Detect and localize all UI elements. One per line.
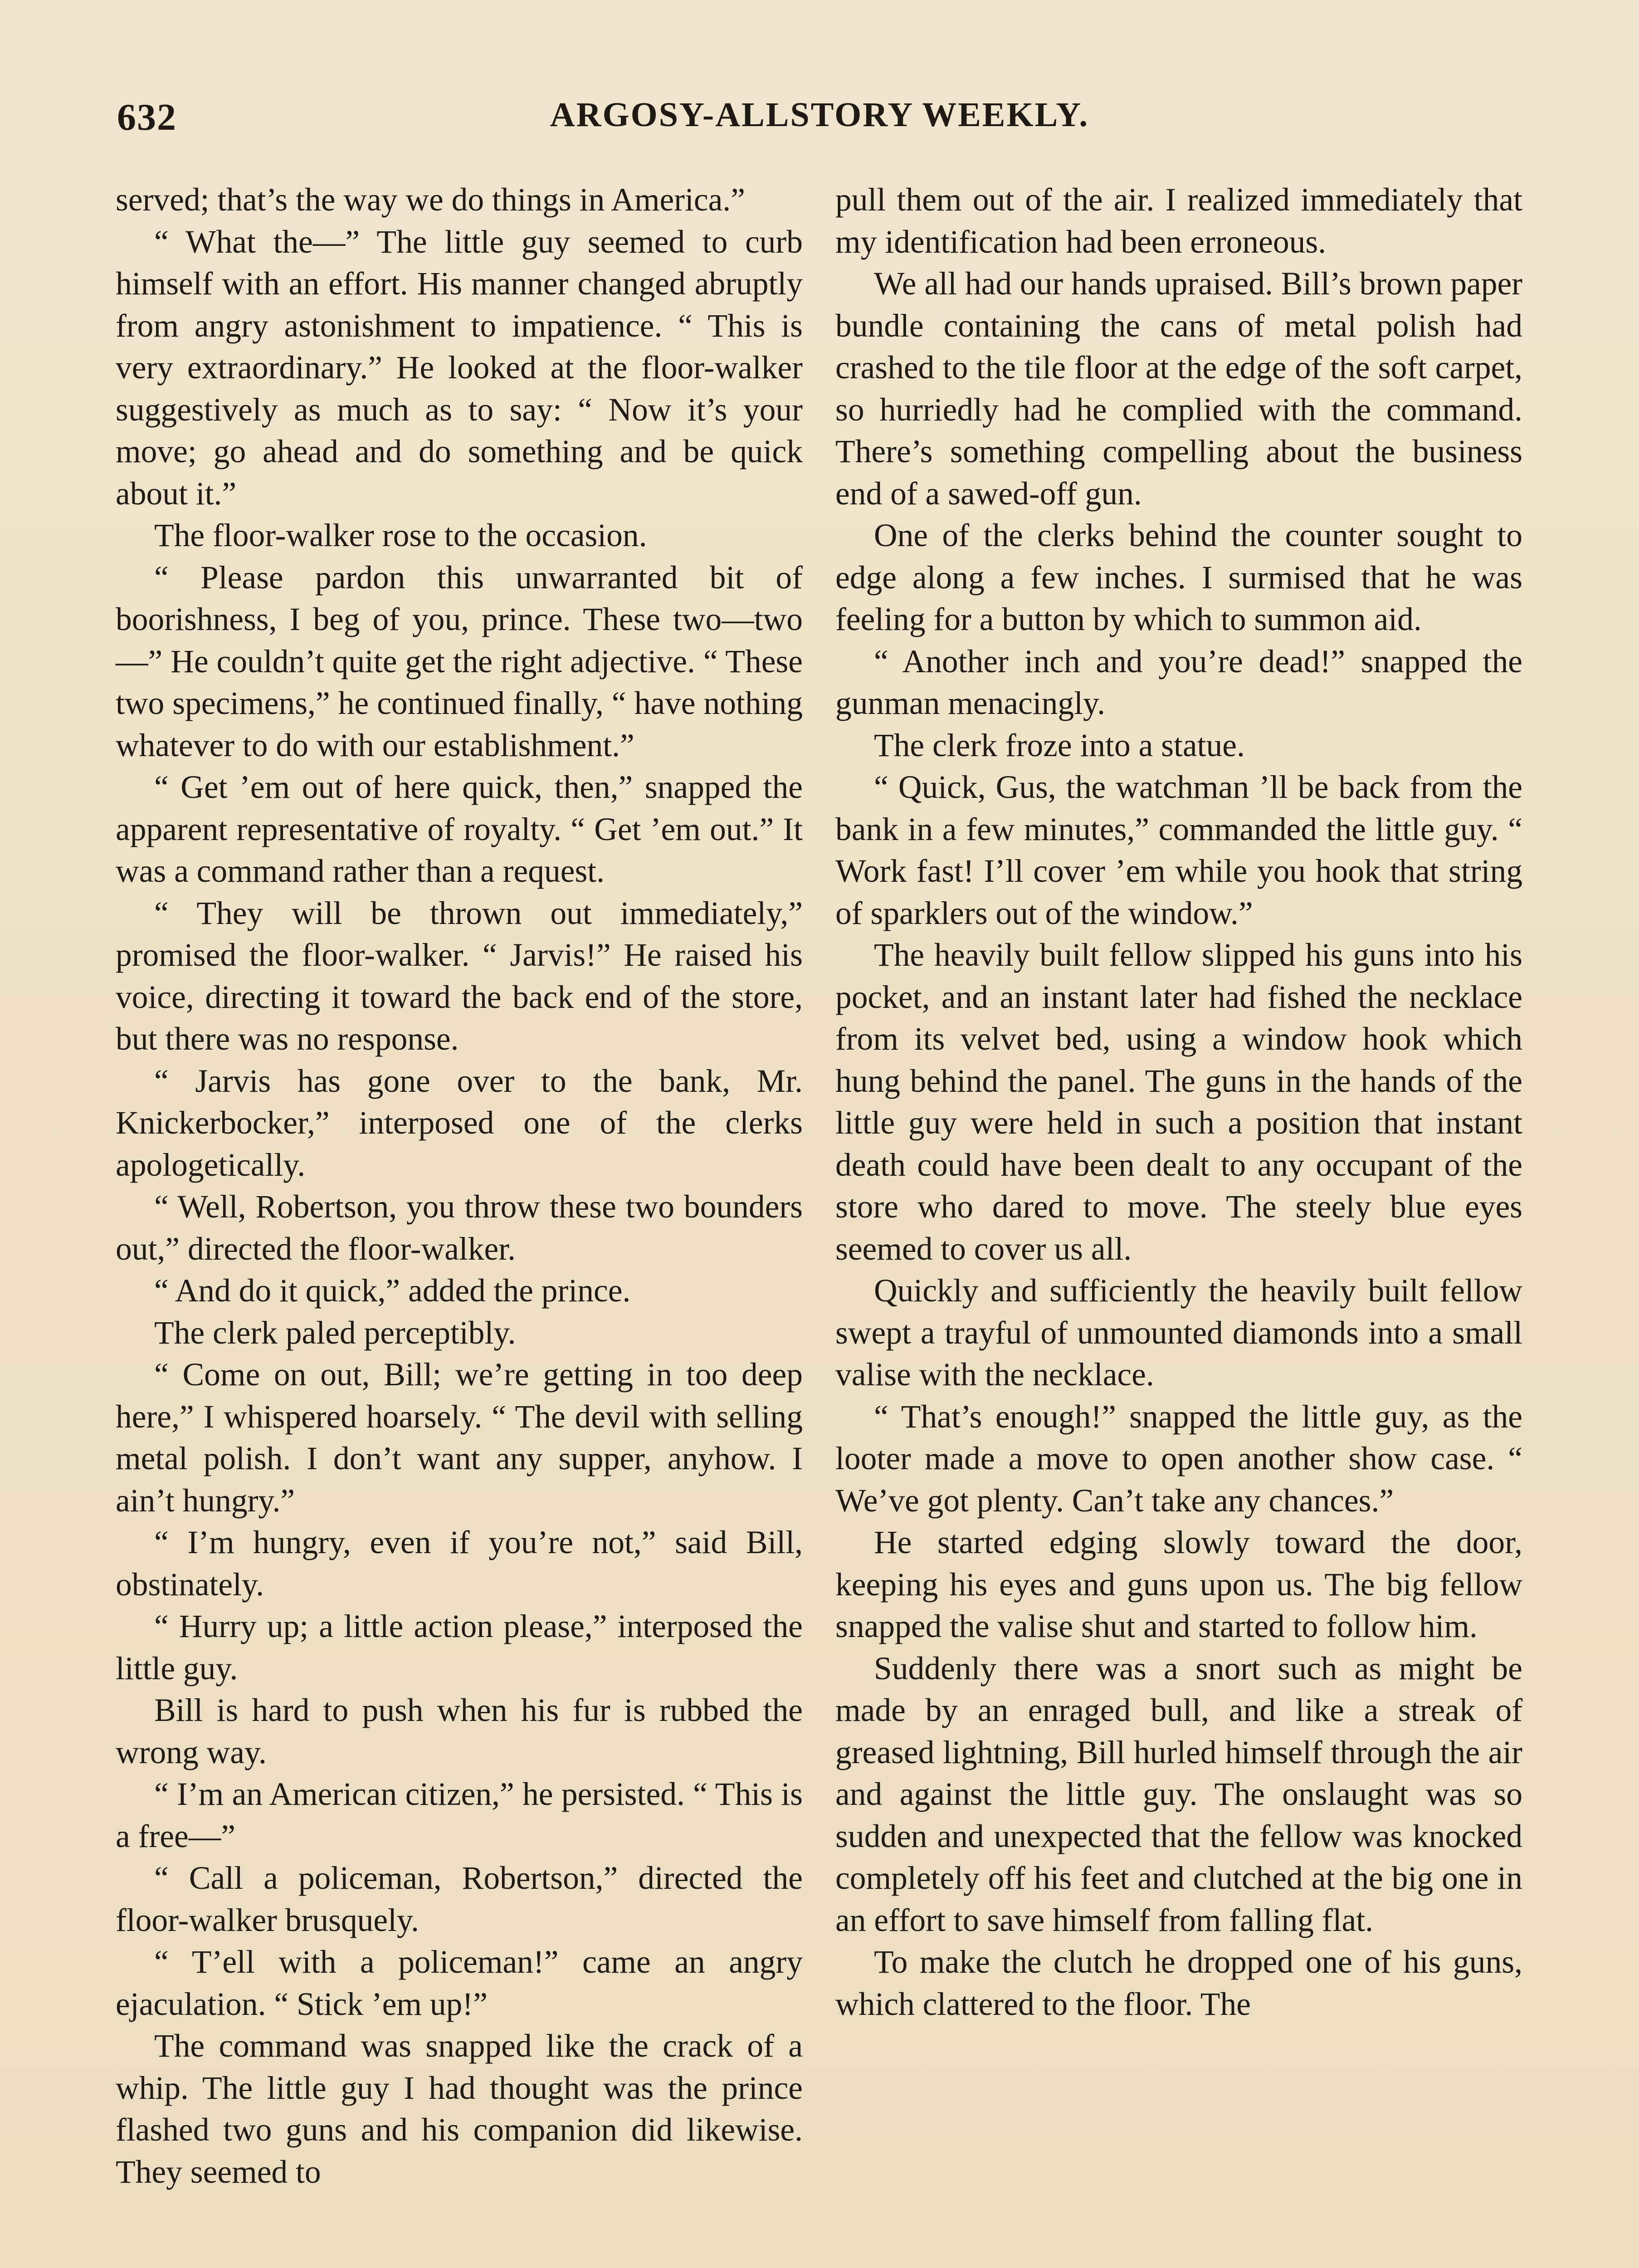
left-column (116, 179, 803, 2193)
paragraph: “ Jarvis has gone over to the bank, Mr. Knickerbocker,” interposed one of the clerks apologetically. (116, 1063, 803, 1183)
page-header (117, 95, 1522, 145)
paragraph: To make the clutch he dropped one of his guns, which clattered to the floor. The (835, 1944, 1522, 2022)
page-number: 632 (117, 96, 177, 138)
paragraph: The clerk froze into a statue. (874, 727, 1245, 763)
paragraph: “ Please pardon this unwarranted bit of boorishness, I beg of you, prince. These two—two—” He couldn’t quite get the right adjective. “ These two specimens,” he continued finally, “ have nothing whatever to do with our establishment.” (116, 559, 803, 763)
paragraph: We all had our hands upraised. Bill’s brown paper bundle containing the cans of metal polish had crashed to the tile floor at the edge of the soft carpet, so hurriedly had he complied with the command. There’s something compelling about the business end of a sawed-off gun. (835, 266, 1522, 512)
paragraph: “ Well, Robertson, you throw these two bounders out,” directed the floor-walker. (116, 1189, 803, 1267)
running-title: ARGOSY-ALLSTORY WEEKLY. (550, 96, 1089, 134)
paragraph: The floor-walker rose to the occasion. (154, 518, 647, 553)
paragraph: “ And do it quick,” added the prince. (154, 1273, 631, 1309)
paragraph: The heavily built fellow slipped his guns into his pocket, and an instant later had fished the necklace from its velvet bed, using a window hook which hung behind the panel. The guns in the hands of the little guy were held in such a position that instant death could have been dealt to any occupant of the store who dared to move. The steely blue eyes seemed to cover us all. (835, 937, 1522, 1267)
paragraph: The clerk paled perceptibly. (154, 1315, 516, 1351)
paragraph: “ Quick, Gus, the watchman ’ll be back from the bank in a few minutes,” commanded the little guy. “ Work fast! I’ll cover ’em while you hook that string of sparklers out of the window.” (835, 769, 1522, 931)
paragraph: “ What the—” The little guy seemed to curb himself with an effort. His manner changed abruptly from angry astonishment to impatience. “ This is very extraordinary.” He looked at the floor-walker suggestively as much as to say: “ Now it’s your move; go ahead and do something and be quick about it.” (116, 224, 803, 512)
right-column (835, 179, 1522, 2025)
paragraph: served; that’s the way we do things in America.” (116, 182, 745, 218)
paragraph: He started edging slowly toward the door, keeping his eyes and guns upon us. The big fellow snapped the valise shut and started to follow him. (835, 1525, 1522, 1644)
paragraph: Quickly and sufficiently the heavily built fellow swept a trayful of unmounted diamonds into a small valise with the necklace. (835, 1273, 1522, 1393)
paragraph: Suddenly there was a snort such as might be made by an enraged bull, and like a streak of greased lightning, Bill hurled himself through the air and against the little guy. The onslaught was so sudden and unexpected that the fellow was knocked completely off his feet and clutched at the big one in an effort to save himself from falling flat. (835, 1650, 1522, 1938)
paragraph: “ I’m hungry, even if you’re not,” said Bill, obstinately. (116, 1525, 803, 1603)
paragraph: pull them out of the air. I realized immediately that my identification had been erroneous. (835, 182, 1522, 260)
paragraph: “ Call a policeman, Robertson,” directed the floor-walker brusquely. (116, 1860, 803, 1938)
paragraph: Bill is hard to push when his fur is rubbed the wrong way. (116, 1692, 803, 1770)
paragraph: “ Come on out, Bill; we’re getting in too deep here,” I whispered hoarsely. “ The devil with selling metal polish. I don’t want any supper, anyhow. I ain’t hungry.” (116, 1357, 803, 1519)
paragraph: “ Another inch and you’re dead!” snapped the gunman menacingly. (835, 643, 1522, 721)
paragraph: “ T’ell with a policeman!” came an angry ejaculation. “ Stick ’em up!” (116, 1944, 803, 2022)
paragraph: “ They will be thrown out immediately,” promised the floor-walker. “ Jarvis!” He raised his voice, directing it toward the back end of the store, but there was no response. (116, 895, 803, 1057)
paragraph: “ I’m an American citizen,” he persisted. “ This is a free—” (116, 1776, 803, 1854)
paragraph: “ That’s enough!” snapped the little guy, as the looter made a move to open another show case. “ We’ve got plenty. Can’t take any chances.” (835, 1398, 1522, 1519)
paragraph: “ Get ’em out of here quick, then,” snapped the apparent representative of royalty. “ Get ’em out.” It was a command rather than a request. (116, 769, 803, 889)
paragraph: The command was snapped like the crack of a whip. The little guy I had thought was the prince flashed two guns and his companion did likewise. They seemed to (116, 2028, 803, 2190)
paragraph: One of the clerks behind the counter sought to edge along a few inches. I surmised that he was feeling for a button by which to summon aid. (835, 518, 1522, 637)
paragraph: “ Hurry up; a little action please,” interposed the little guy. (116, 1608, 803, 1686)
